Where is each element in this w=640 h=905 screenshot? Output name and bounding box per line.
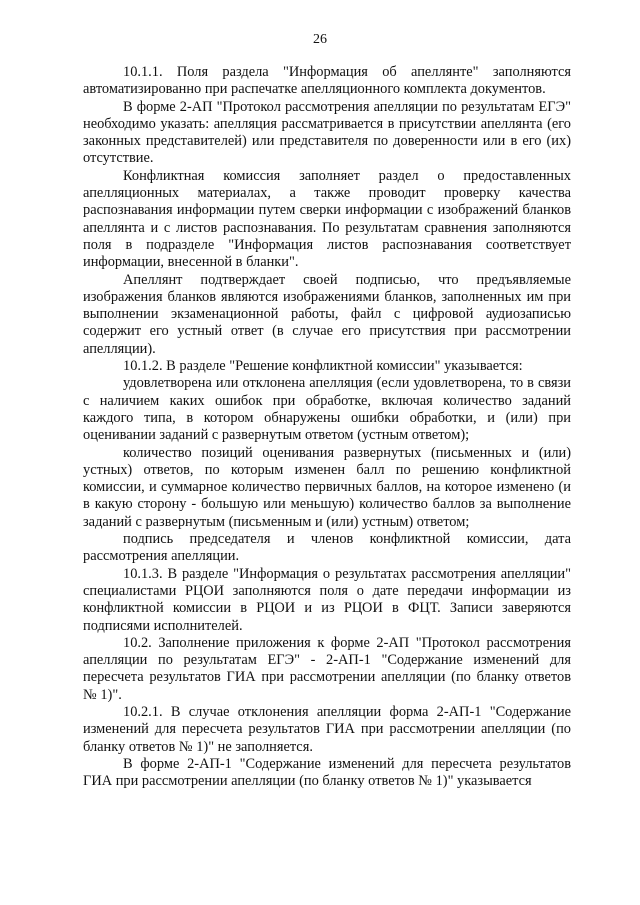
paragraph-10-2-1: 10.2.1. В случае отклонения апелляции форма 2-АП-1 "Содержание изменений для пересчета результатов ГИА при рассмотрении апелляции (по бланку ответов № 1)" не заполняется. bbox=[83, 703, 571, 755]
paragraph-score-changes: количество позиций оценивания развернутых (письменных и (или) устных) ответов, по которым изменен балл по решению конфликтной комиссии, и суммарное количество первичных баллов, на которое изменено (и в какую сторону - большую или меньшую) количество баллов за выполнение заданий с развернутым (письменным и (или) устным) ответом; bbox=[83, 444, 571, 530]
paragraph-appellant-signature: Апеллянт подтверждает своей подписью, что предъявляемые изображения бланков являются изображениями бланков, заполненных им при выполнении экзаменационной работы, файл с цифровой аудиозаписью содержит его устный ответ (в случае его присутствия при рассмотрении апелляции). bbox=[83, 271, 571, 357]
paragraph-10-1-2: 10.1.2. В разделе "Решение конфликтной комиссии" указывается: bbox=[123, 358, 523, 375]
paragraph-10-1-1: 10.1.1. Поля раздела "Информация об апеллянте" заполняются автоматизированно при распечатке апелляционного комплекта документов. bbox=[83, 64, 571, 98]
paragraph-chair-signature: подпись председателя и членов конфликтной комиссии, дата рассмотрения апелляции. bbox=[83, 531, 571, 565]
document-body bbox=[83, 64, 571, 790]
page-number: 26 bbox=[313, 32, 327, 47]
paragraph-form-2ap-presence: В форме 2-АП "Протокол рассмотрения апелляции по результатам ЕГЭ" необходимо указать: апелляция рассматривается в присутствии апеллянта (его законных представителей) или представителя по доверенности или в его (их) отсутствие. bbox=[83, 98, 571, 167]
paragraph-form-2ap1-fields: В форме 2-АП-1 "Содержание изменений для пересчета результатов ГИА при рассмотрении апелляции (по бланку ответов № 1)" указывается bbox=[83, 755, 571, 790]
paragraph-10-1-3: 10.1.3. В разделе "Информация о результатах рассмотрения апелляции" специалистами РЦОИ заполняются поля о дате передачи информации из конфликтной комиссии в РЦОИ и из РЦОИ в ФЦТ. Записи заверяются подписями исполнителей. bbox=[83, 565, 571, 634]
paragraph-10-2: 10.2. Заполнение приложения к форме 2-АП "Протокол рассмотрения апелляции по результатам ЕГЭ" - 2-АП-1 "Содержание изменений для пересчета результатов ГИА при рассмотрении апелляции (по бланку ответов № 1)". bbox=[83, 634, 571, 703]
paragraph-commission-materials: Конфликтная комиссия заполняет раздел о предоставленных апелляционных материалах, а также проводит проверку качества распознавания информации путем сверки информации с изображений бланков апеллянта и с листов распознавания. По результатам сравнения заполняются поля в подразделе "Информация листов распознавания соответствует информации, внесенной в бланки". bbox=[83, 167, 571, 271]
paragraph-appeal-decision: удовлетворена или отклонена апелляция (если удовлетворена, то в связи с наличием каких ошибок при обработке, включая количество заданий каждого типа, в котором обнаружены ошибки обработки, и (или) при оценивании заданий с развернутым ответом (устным ответом); bbox=[83, 375, 571, 444]
